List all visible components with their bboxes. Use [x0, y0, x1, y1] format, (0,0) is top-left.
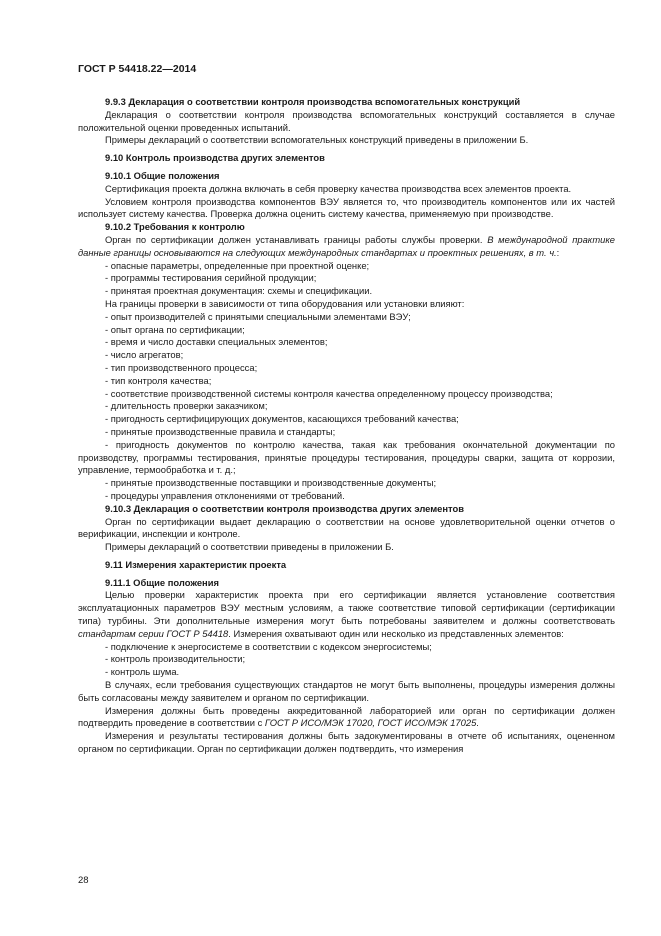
- list-item: - контроль производительности;: [105, 653, 246, 665]
- italic-text: стандартам серии ГОСТ Р 54418: [78, 627, 229, 639]
- paragraph: [78, 234, 615, 260]
- list-item: - опасные параметры, определенные при проектной оценке;: [105, 259, 370, 271]
- list-item: - время и число доставки специальных элементов;: [105, 336, 328, 348]
- text-span: :: [556, 246, 560, 258]
- list-item: - принятые производственные поставщики и производственные документы;: [105, 477, 437, 489]
- paragraph: На границы проверки в зависимости от типа оборудования или установки влияют:: [105, 297, 465, 309]
- text-span: . Измерения охватывают один или несколько из представленных элементов:: [228, 627, 564, 639]
- list-item: - принятая проектная документация: схемы и спецификации.: [105, 285, 373, 297]
- list-item: - подключение к энергосистеме в соответствии с кодексом энергосистемы;: [105, 640, 432, 652]
- section-heading-9-11: 9.11 Измерения характеристик проекта: [105, 558, 287, 570]
- paragraph: [78, 705, 615, 731]
- list-item: - опыт производителей с принятыми специальными элементами ВЭУ;: [105, 310, 411, 322]
- section-heading-9-10-1: 9.10.1 Общие положения: [105, 169, 220, 181]
- list-item: - число агрегатов;: [105, 349, 184, 361]
- section-heading-9-10-2: 9.10.2 Требования к контролю: [105, 221, 245, 233]
- section-heading-9-10-3: 9.10.3 Декларация о соответствии контроля производства других элементов: [105, 502, 465, 514]
- list-item: - тип контроля качества;: [105, 374, 212, 386]
- list-item: - пригодность сертифицирующих документов, касающихся требований качества;: [105, 413, 459, 425]
- list-item: - контроль шума.: [105, 666, 180, 678]
- list-item: - длительность проверки заказчиком;: [105, 400, 268, 412]
- paragraph: [78, 589, 615, 640]
- paragraph: В случаях, если требования существующих стандартов не могут быть выполнены, процедуры измерения должны быть согласованы между заявителем и органом по сертификации.: [78, 679, 615, 703]
- section-heading-9-10: 9.10 Контроль производства других элементов: [105, 152, 325, 164]
- paragraph: Примеры деклараций о соответствии приведены в приложении Б.: [105, 541, 394, 553]
- paragraph: Орган по сертификации выдает декларацию о соответствии на основе удовлетворительной оценки отчетов о верификации, инспекции и контроле.: [78, 515, 615, 540]
- text-span: Орган по сертификации должен устанавливать границы работы службы проверки.: [105, 233, 488, 245]
- paragraph: Декларация о соответствии контроля производства вспомогательных конструкций составляется в случае положительной оценки проведенных испытаний.: [78, 108, 615, 133]
- section-heading-9-11-1: 9.11.1 Общие положения: [105, 576, 219, 588]
- paragraph: Измерения и результаты тестирования должны быть задокументированы в отчете об испытаниях, оцененном органом по сертификации. Орган по сертификации должен подтвердить, что измерения: [78, 730, 615, 755]
- paragraph: Примеры деклараций о соответствии вспомогательных конструкций приведены в приложении Б.: [105, 134, 529, 146]
- text-span: Измерения должны быть проведены аккредитованной лабораторией или орган по сертификации должен подтвердить проведение в соответствии с: [78, 704, 615, 729]
- list-item: - процедуры управления отклонениями от требований.: [105, 489, 345, 501]
- list-item: - опыт органа по сертификации;: [105, 323, 245, 335]
- text-span: .: [476, 717, 479, 729]
- paragraph: Сертификация проекта должна включать в себя проверку качества производства всех элементов проекта.: [105, 182, 572, 194]
- page-body: [78, 96, 615, 756]
- list-item: - программы тестирования серийной продукции;: [105, 272, 317, 284]
- list-item: - принятые производственные правила и стандарты;: [105, 425, 336, 437]
- text-span: Целью проверки характеристик проекта при его сертификации является установление соответствия эксплуатационных параметров ВЭУ местным условиям, а также соответствие типовой сертификации (сертификации типа) турбины. Эти дополнительные измерения могут быть потребованы заявителем и должны соответствовать: [78, 589, 615, 627]
- list-item: - тип производственного процесса;: [105, 361, 258, 373]
- italic-text: ГОСТ Р ИСО/МЭК 17020, ГОСТ ИСО/МЭК 17025: [264, 717, 477, 729]
- document-header: ГОСТ Р 54418.22—2014: [78, 63, 197, 75]
- section-heading-9-9-3: 9.9.3 Декларация о соответствии контроля производства вспомогательных конструкций: [105, 96, 521, 107]
- paragraph: Условием контроля производства компонентов ВЭУ является то, что производитель компонентов или их частей использует систему качества. Проверка должна оценить систему качества, применяемую при производстве.: [78, 195, 615, 220]
- italic-text: В международной практике данные границы основываются на следующих международных стандартах и проектных решениях, в т. ч.: [78, 233, 615, 258]
- list-item: - соответствие производственной системы контроля качества определенному процессу производства;: [105, 387, 553, 399]
- list-item: - пригодность документов по контролю качества, такая как требования окончательной документации по производству, программы тестирования, принятые процедуры тестирования, процедуры сварки, защита от коррозии, управление, термообработка и т. д.;: [78, 438, 615, 476]
- page-number: 28: [78, 875, 89, 886]
